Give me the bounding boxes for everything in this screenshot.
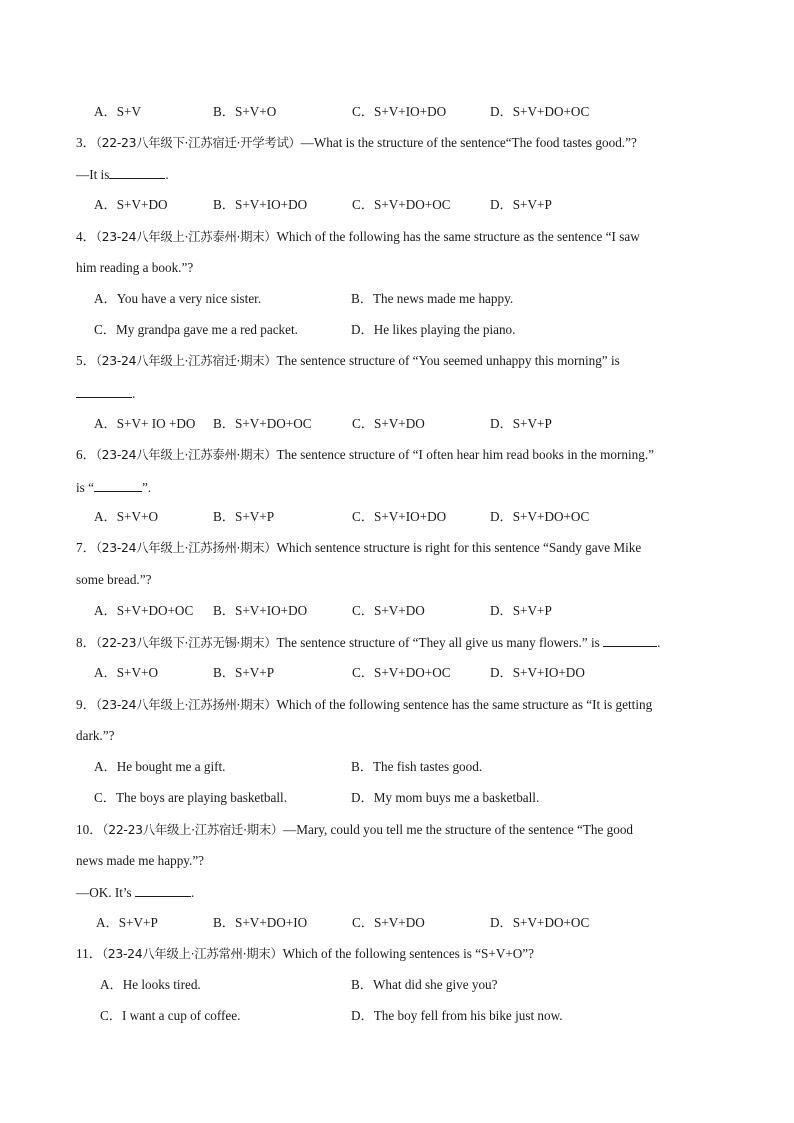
q10-answer-line: [76, 882, 726, 902]
q6-option-c[interactable]: C．S+V+IO+DO: [352, 509, 447, 524]
q10-option-a[interactable]: A．S+V+P: [96, 915, 158, 930]
q4-stem-continued: [76, 258, 726, 278]
q6-number: 6．: [76, 447, 96, 462]
q6-stem: [76, 445, 726, 465]
q6-line2-suffix: ”.: [141, 480, 152, 495]
q6-blank-line: [76, 477, 726, 497]
q9-options-row-2: [76, 788, 726, 808]
q6-source: （23-24八年级上·江苏泰州·期末）: [95, 447, 277, 462]
q8-option-d[interactable]: D．S+V+IO+DO: [490, 665, 585, 680]
q6-option-b[interactable]: B．S+V+P: [213, 509, 275, 524]
q3-answer-suffix: .: [165, 167, 169, 182]
q11-options-row-1: [76, 975, 726, 995]
q5-option-c[interactable]: C．S+V+DO: [352, 416, 425, 431]
q11-stem-text: Which of the following sentences is “S+V+O”?: [282, 946, 535, 961]
q10-answer-prefix: —OK. It’s: [76, 885, 132, 900]
q4-option-c[interactable]: C．My grandpa gave me a red packet.: [94, 322, 298, 337]
q5-source: （23-24八年级上·江苏宿迁·期末）: [95, 353, 277, 368]
q10-number: 10．: [76, 822, 103, 837]
q5-option-b[interactable]: B．S+V+DO+OC: [213, 416, 312, 431]
q3-option-a[interactable]: A．S+V+DO: [94, 197, 168, 212]
q3-option-d[interactable]: D．S+V+P: [490, 197, 552, 212]
q6-option-d[interactable]: D．S+V+DO+OC: [490, 509, 590, 524]
q4-stem-line2: him reading a book.”?: [76, 260, 194, 275]
q5-number: 5．: [76, 353, 96, 368]
q7-options-row: [76, 601, 726, 621]
q3-option-b[interactable]: B．S+V+IO+DO: [213, 197, 308, 212]
q9-number: 9．: [76, 697, 96, 712]
q10-source: （22-23八年级上·江苏宿迁·期末）: [102, 822, 284, 837]
q3-stem-text: —What is the structure of the sentence“The food tastes good.”?: [300, 135, 637, 150]
q9-option-b[interactable]: B．The fish tastes good.: [351, 759, 483, 774]
q5-stem-text: The sentence structure of “You seemed unhappy this morning” is: [276, 353, 620, 368]
q11-option-c[interactable]: C．I want a cup of coffee.: [100, 1008, 241, 1023]
q4-stem: [76, 227, 726, 247]
q11-option-a[interactable]: A．He looks tired.: [100, 977, 201, 992]
q10-answer-suffix: .: [190, 885, 195, 900]
q3-number: 3．: [76, 135, 96, 150]
q7-option-b[interactable]: B．S+V+IO+DO: [213, 603, 308, 618]
q9-stem-line2: dark.”?: [76, 728, 115, 743]
q10-blank[interactable]: [135, 882, 191, 897]
q6-blank[interactable]: [94, 477, 142, 492]
q9-option-c[interactable]: C．The boys are playing basketball.: [94, 790, 288, 805]
q8-stem-text: The sentence structure of “They all give us many flowers.” is: [276, 635, 600, 650]
q8-option-a[interactable]: A．S+V+O: [94, 665, 158, 680]
q2-option-b[interactable]: B．S+V+O: [213, 104, 277, 119]
q10-option-c[interactable]: C．S+V+DO: [352, 915, 425, 930]
q3-blank[interactable]: [109, 164, 165, 179]
q5-blank-line: [76, 383, 726, 403]
q3-source: （22-23八年级下·江苏宿迁·开学考试）: [95, 135, 301, 150]
q2-option-c[interactable]: C．S+V+IO+DO: [352, 104, 447, 119]
q6-option-a[interactable]: A．S+V+O: [94, 509, 158, 524]
q9-stem-continued: [76, 726, 726, 746]
q6-stem-text: The sentence structure of “I often hear him read books in the morning.”: [276, 447, 654, 462]
q5-options-row: [76, 414, 726, 434]
q6-line2-prefix: is “: [76, 480, 94, 495]
q7-stem-line2: some bread.”?: [76, 572, 152, 587]
q11-source: （23-24八年级上·江苏常州·期末）: [101, 946, 283, 961]
q7-stem-continued: [76, 570, 726, 590]
q7-stem: [76, 538, 726, 558]
q11-option-d[interactable]: D．The boy fell from his bike just now.: [351, 1008, 563, 1023]
q4-stem-line1: Which of the following has the same structure as the sentence “I saw: [276, 229, 640, 244]
q9-stem: [76, 695, 726, 715]
q4-options-row-2: [76, 320, 726, 340]
q11-option-b[interactable]: B．What did she give you?: [351, 977, 498, 992]
q11-stem: [76, 944, 726, 964]
q11-options-row-2: [76, 1006, 726, 1026]
q8-option-b[interactable]: B．S+V+P: [213, 665, 275, 680]
q5-option-d[interactable]: D．S+V+P: [490, 416, 552, 431]
q8-number: 8．: [76, 635, 96, 650]
q6-options-row: [76, 507, 726, 527]
q11-number: 11．: [76, 946, 102, 961]
q3-answer-prefix: —It is: [76, 167, 110, 182]
q9-option-d[interactable]: D．My mom buys me a basketball.: [351, 790, 540, 805]
q9-options-row-1: [76, 757, 726, 777]
q3-stem: [76, 133, 726, 153]
q3-option-c[interactable]: C．S+V+DO+OC: [352, 197, 451, 212]
q7-number: 7．: [76, 540, 96, 555]
q4-options-row-1: [76, 289, 726, 309]
q2-option-a[interactable]: A．S+V: [94, 104, 142, 119]
q9-option-a[interactable]: A．He bought me a gift.: [94, 759, 226, 774]
q5-blank-suffix: .: [132, 386, 136, 401]
q4-option-a[interactable]: A．You have a very nice sister.: [94, 291, 262, 306]
q7-source: （23-24八年级上·江苏扬州·期末）: [95, 540, 277, 555]
q10-stem-line2: news made me happy.”?: [76, 853, 205, 868]
q4-option-b[interactable]: B．The news made me happy.: [351, 291, 514, 306]
q7-option-d[interactable]: D．S+V+P: [490, 603, 552, 618]
q7-option-c[interactable]: C．S+V+DO: [352, 603, 425, 618]
q10-option-d[interactable]: D．S+V+DO+OC: [490, 915, 590, 930]
q8-suffix: .: [657, 635, 661, 650]
q7-stem-line1: Which sentence structure is right for this sentence “Sandy gave Mike: [276, 540, 642, 555]
q10-stem-continued: [76, 851, 726, 871]
q5-blank[interactable]: [76, 383, 132, 398]
q4-source: （23-24八年级上·江苏泰州·期末）: [95, 229, 277, 244]
q3-answer-line: [76, 164, 726, 184]
q9-stem-line1: Which of the following sentence has the same structure as “It is getting: [276, 697, 653, 712]
q10-option-b[interactable]: B．S+V+DO+IO: [213, 915, 308, 930]
q8-options-row: [76, 663, 726, 683]
q4-option-d[interactable]: D．He likes playing the piano.: [351, 322, 516, 337]
q7-option-a[interactable]: A．S+V+DO+OC: [94, 603, 194, 618]
q3-options-row: [76, 195, 726, 215]
q2-options-row: [76, 102, 726, 122]
q8-blank[interactable]: [603, 632, 657, 647]
q5-stem: [76, 351, 726, 371]
q4-number: 4．: [76, 229, 96, 244]
q2-option-d[interactable]: D．S+V+DO+OC: [490, 104, 590, 119]
q9-source: （23-24八年级上·江苏扬州·期末）: [95, 697, 277, 712]
q5-option-a[interactable]: A．S+V+ IO +DO: [94, 416, 196, 431]
q10-stem-line1: —Mary, could you tell me the structure of the sentence “The good: [283, 822, 634, 837]
q8-source: （22-23八年级下·江苏无锡·期末）: [95, 635, 277, 650]
q10-options-row: [76, 913, 726, 933]
q10-stem: [76, 820, 726, 840]
q8-option-c[interactable]: C．S+V+DO+OC: [352, 665, 451, 680]
q8-stem: [76, 632, 726, 652]
